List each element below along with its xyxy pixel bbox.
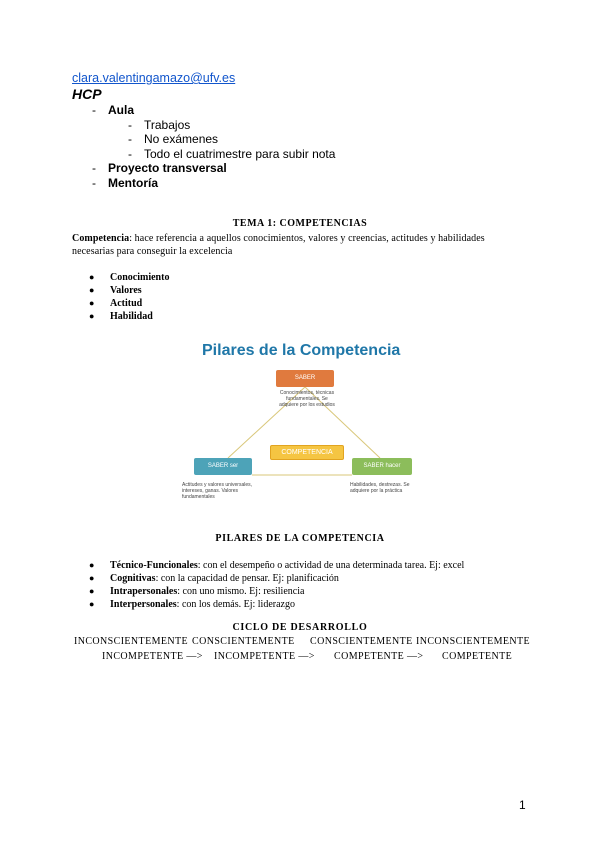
bullet-icon: ● xyxy=(89,285,95,295)
outline-item xyxy=(72,147,532,162)
list-item-text: Valores xyxy=(110,285,142,296)
outline-item xyxy=(72,118,532,133)
outline-item-text: Todo el cuatrimestre para subir nota xyxy=(144,146,336,161)
ciclo-title: CICLO DE DESARROLLO xyxy=(232,622,368,633)
pilar-text: : con la capacidad de pensar. Ej: planificación xyxy=(155,573,339,584)
ciclo-stage-1-bottom: INCOMPETENTE —> xyxy=(102,651,203,662)
bullet-icon: ● xyxy=(89,298,95,308)
dash-marker: - xyxy=(128,132,132,146)
bullet-icon: ● xyxy=(89,560,95,570)
page-number: 1 xyxy=(519,798,526,812)
pilar-term: Intrapersonales xyxy=(110,586,178,597)
pilares-title: PILARES DE LA COMPETENCIA xyxy=(215,533,385,544)
dash-marker: - xyxy=(92,175,96,190)
outline-list xyxy=(72,103,532,190)
saber-ser-box: SABER ser xyxy=(194,458,252,475)
list-item xyxy=(72,284,528,297)
saber-hacer-box: SABER hacer xyxy=(352,458,412,475)
tema-title: TEMA 1: COMPETENCIAS xyxy=(232,218,368,229)
saber-hacer-note: Habilidades, destrezas. Se adquiere por la práctica xyxy=(350,482,410,494)
pilar-term: Interpersonales xyxy=(110,599,177,610)
outline-item xyxy=(72,161,532,176)
bullet-icon: ● xyxy=(89,599,95,609)
pilares-list xyxy=(72,559,528,611)
bullet-icon: ● xyxy=(89,311,95,321)
saber-ser-note: Actitudes y valores universales, intereses, ganas. Valores fundamentales xyxy=(182,482,253,500)
outline-item-text: Mentoría xyxy=(108,175,159,190)
outline-item-text: Proyecto transversal xyxy=(108,161,227,175)
list-item xyxy=(72,297,528,310)
pilar-text: : con los demás. Ej: liderazgo xyxy=(176,599,295,610)
outline-item-text: Trabajos xyxy=(144,117,191,132)
outline-item-text: No exámenes xyxy=(144,132,219,146)
ciclo-stage-2-top: CONSCIENTEMENTE xyxy=(192,636,295,647)
course-code: HCP xyxy=(72,86,102,102)
pilares-figure xyxy=(180,338,420,510)
list-item-text: Habilidad xyxy=(110,311,153,322)
bullet-icon: ● xyxy=(89,272,95,282)
dash-marker: - xyxy=(128,117,132,132)
saber-box: SABER xyxy=(276,370,334,387)
outline-item xyxy=(72,103,532,118)
ciclo-stage-3-bottom: COMPETENTE —> xyxy=(334,651,424,662)
list-item xyxy=(72,585,528,598)
list-item-text: Conocimiento xyxy=(110,272,170,283)
outline-item-text: Aula xyxy=(108,103,135,117)
competencia-elements-list xyxy=(72,271,528,323)
dash-marker: - xyxy=(92,161,96,175)
bullet-icon: ● xyxy=(89,573,95,583)
ciclo-stage-2-bottom: INCOMPETENTE —> xyxy=(214,651,315,662)
list-item xyxy=(72,310,528,323)
ciclo-stage-4-top: INCONSCIENTEMENTE xyxy=(416,636,531,647)
figure-title: Pilares de la Competencia xyxy=(202,342,401,359)
outline-item xyxy=(72,176,532,191)
pilar-text: : con el desempeño o actividad de una determinada tarea. Ej: excel xyxy=(197,560,465,571)
dash-marker: - xyxy=(128,146,132,161)
ciclo-stage-1-top: INCONSCIENTEMENTE xyxy=(74,636,189,647)
list-item xyxy=(72,598,528,611)
list-item xyxy=(72,271,528,284)
bullet-icon: ● xyxy=(89,586,95,596)
ciclo-stage-4-bottom: COMPETENTE xyxy=(442,651,513,662)
email-link[interactable]: clara.valentingamazo@ufv.es xyxy=(72,71,236,85)
pilar-text: : con uno mismo. Ej: resiliencia xyxy=(177,586,305,597)
competencia-box: COMPETENCIA xyxy=(270,445,344,460)
list-item-text: Actitud xyxy=(110,298,143,309)
outline-item xyxy=(72,132,532,147)
saber-note: Conocimientos, técnicas fundamentales. Se adquiere por los estudios xyxy=(279,390,335,408)
definition-term: Competencia xyxy=(72,233,130,244)
list-item xyxy=(72,572,528,585)
definition-text: : hace referencia a aquellos conocimientos, valores y creencias, actitudes y habilidades necesarias para conseguir la excelencia xyxy=(72,233,485,257)
competencia-definition xyxy=(72,233,528,258)
pilar-term: Técnico-Funcionales xyxy=(110,560,198,571)
list-item xyxy=(72,559,528,572)
ciclo-stage-3-top: CONSCIENTEMENTE xyxy=(310,636,413,647)
pilar-term: Cognitivas xyxy=(110,573,156,584)
dash-marker: - xyxy=(92,103,96,117)
